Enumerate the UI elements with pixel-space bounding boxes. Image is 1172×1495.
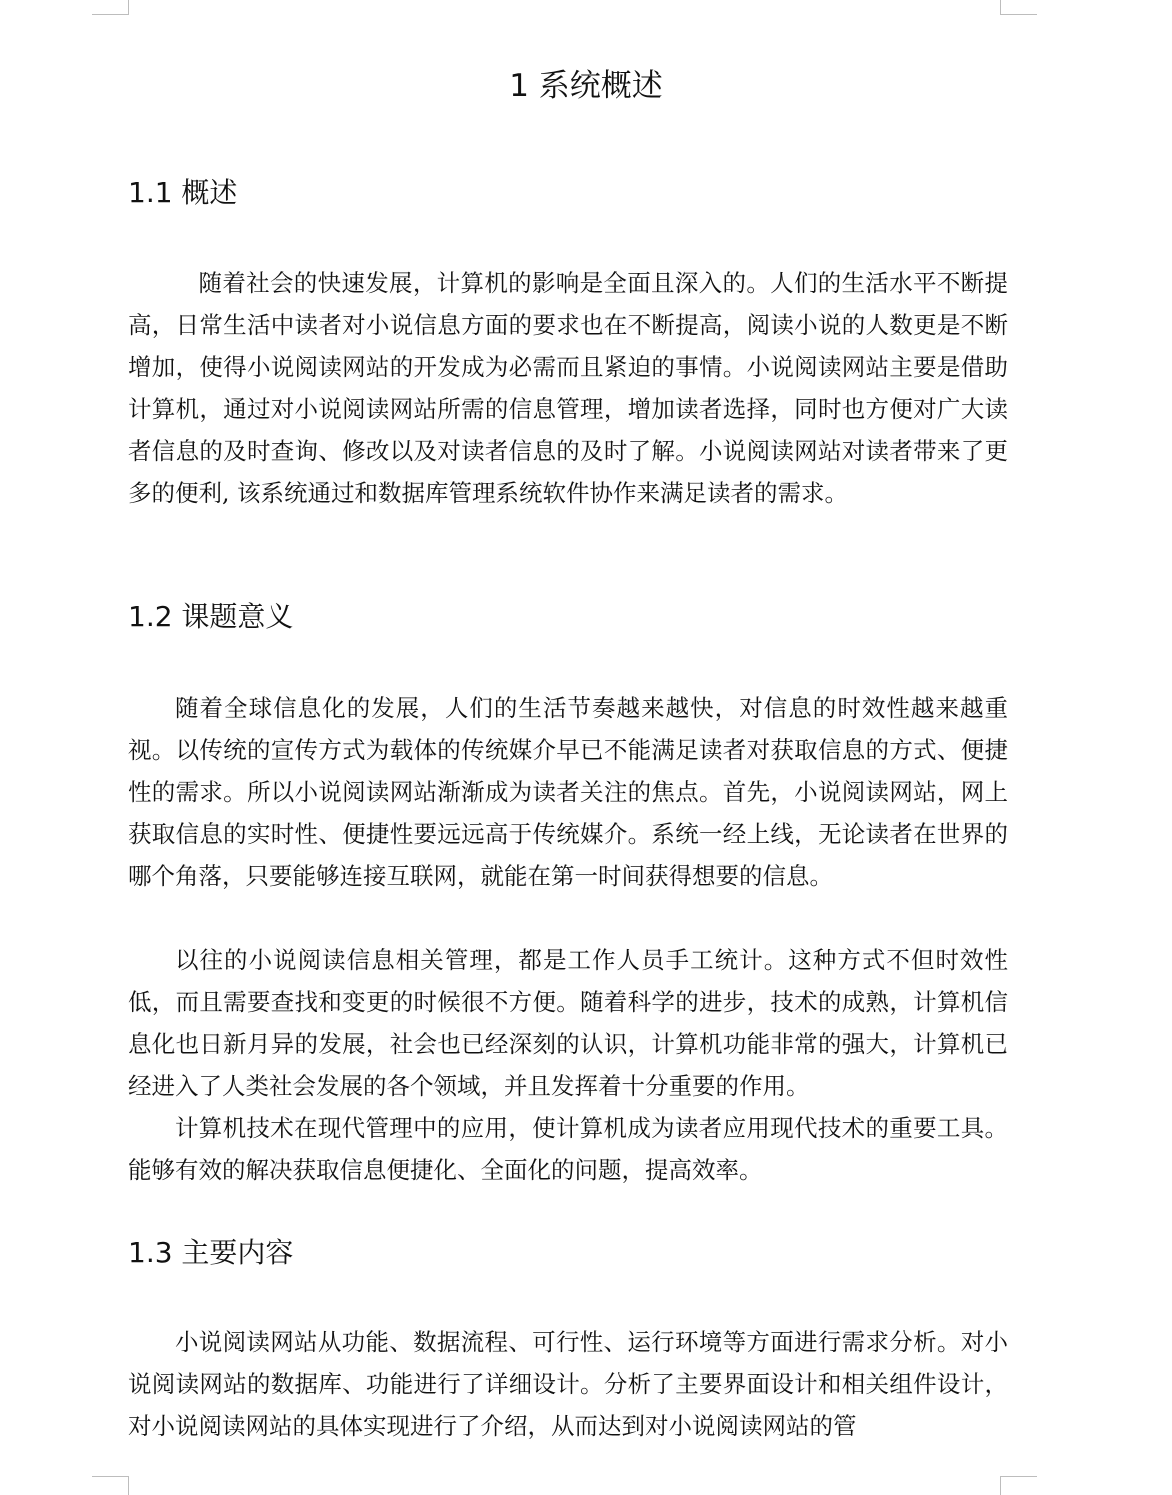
section-heading-significance: 1.2 课题意义 [128, 600, 294, 633]
paragraph-significance-3: 计算机技术在现代管理中的应用，使计算机成为读者应用现代技术的重要工具。能够有效的解决获取信息便捷化、全面化的问题，提高效率。 [128, 1114, 1008, 1184]
section-heading-main-content: 1.3 主要内容 [128, 1236, 294, 1269]
paragraph-significance-2: 以往的小说阅读信息相关管理，都是工作人员手工统计。这种方式不但时效性低，而且需要查找和变更的时候很不方便。随着科学的进步，技术的成熟，计算机信息化也日新月异的发展，社会也已经深刻的认识，计算机功能非常的强大，计算机已经进入了人类社会发展的各个领域，并且发挥着十分重要的作用。 [128, 946, 1008, 1100]
paragraph-overview: 随着社会的快速发展，计算机的影响是全面且深入的。人们的生活水平不断提高，日常生活中读者对小说信息方面的要求也在不断提高，阅读小说的人数更是不断增加，使得小说阅读网站的开发成为必需而且紧迫的事情。小说阅读网站主要是借助计算机，通过对小说阅读网站所需的信息管理，增加读者选择，同时也方便对广大读者信息的及时查询、修改以及对读者信息的及时了解。小说阅读网站对读者带来了更多的便利, 该系统通过和数据库管理系统软件协作来满足读者的需求。 [128, 269, 1008, 507]
crop-mark-bottom-right [1000, 1476, 1037, 1495]
chapter-title: 1 系统概述 [509, 68, 663, 104]
crop-mark-bottom-left [92, 1476, 129, 1495]
crop-mark-top-right [1000, 0, 1037, 15]
paragraph-main-content: 小说阅读网站从功能、数据流程、可行性、运行环境等方面进行需求分析。对小说阅读网站的数据库、功能进行了详细设计。分析了主要界面设计和相关组件设计，对小说阅读网站的具体实现进行了介绍，从而达到对小说阅读网站的管 [128, 1328, 1008, 1440]
crop-mark-top-left [92, 0, 129, 15]
paragraph-significance-1: 随着全球信息化的发展，人们的生活节奏越来越快，对信息的时效性越来越重视。以传统的宣传方式为载体的传统媒介早已不能满足读者对获取信息的方式、便捷性的需求。所以小说阅读网站渐渐成为读者关注的焦点。首先，小说阅读网站，网上获取信息的实时性、便捷性要远远高于传统媒介。系统一经上线，无论读者在世界的哪个角落，只要能够连接互联网，就能在第一时间获得想要的信息。 [128, 694, 1008, 890]
section-heading-overview: 1.1 概述 [128, 176, 238, 209]
